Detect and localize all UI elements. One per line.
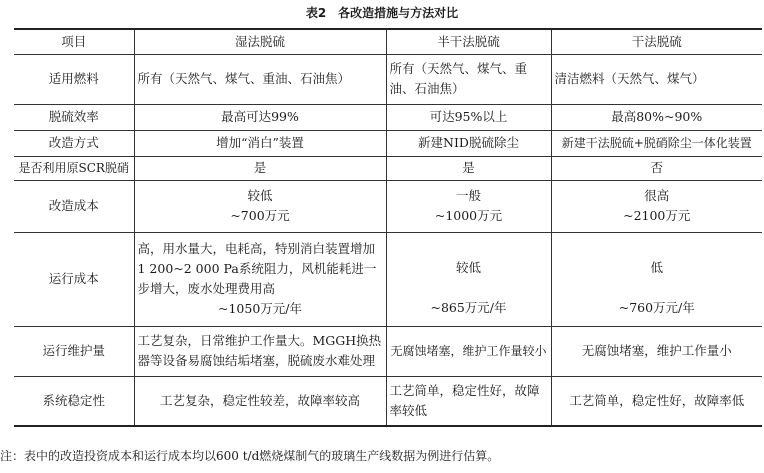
dry-run-cost: ~760万元/年 (618, 299, 695, 315)
row-label: 脱硫效率 (14, 104, 134, 130)
table-caption: 表2 各改造措施与方法对比 (305, 6, 459, 20)
semi-cost-level: 一般 (455, 188, 481, 203)
semi-run-cost: ~865万元/年 (430, 299, 507, 315)
wet-run-cost: ~1050万元/年 (218, 301, 302, 316)
wet-cost-value: ~700万元 (230, 208, 290, 223)
table-row (14, 104, 762, 130)
table-row (14, 232, 762, 326)
cell-dry: 否 (551, 156, 762, 180)
cell-semi-dry: 可达95%以上 (386, 104, 551, 130)
wet-cost-level: 较低 (247, 188, 273, 203)
cell-dry: 无腐蚀堵塞，维护工作量小 (551, 326, 762, 376)
table-footnote: 注：表中的改造投资成本和运行成本均以600 t/d燃烧煤制气的玻璃生产线数据为例进行估算。 (0, 449, 500, 463)
header-dry: 干法脱硫 (551, 29, 762, 54)
cell-semi-dry: 无腐蚀堵塞，维护工作量较小 (386, 326, 551, 376)
cell-wet (134, 232, 386, 326)
cell-dry (551, 180, 762, 232)
cell-dry (551, 232, 762, 326)
row-label: 改造成本 (14, 180, 134, 232)
cell-semi-dry: 新建NID脱硫除尘 (386, 130, 551, 156)
cell-semi-dry: 所有（天然气、煤气、重油、石油焦） (386, 54, 551, 104)
table-row (14, 376, 762, 426)
comparison-table (14, 28, 762, 427)
table-row (14, 180, 762, 232)
cell-semi-dry: 是 (386, 156, 551, 180)
header-wet: 湿法脱硫 (134, 29, 386, 54)
row-label: 系统稳定性 (14, 376, 134, 426)
header-item: 项目 (14, 29, 134, 54)
header-semi-dry: 半干法脱硫 (386, 29, 551, 54)
cell-dry: 最高80%~90% (551, 104, 762, 130)
cell-wet: 增加“消白”装置 (134, 130, 386, 156)
dry-cost-level: 很高 (644, 188, 670, 203)
row-label: 是否利用原SCR脱硝 (14, 156, 134, 180)
table-row (14, 54, 762, 104)
semi-run-level: 较低 (455, 259, 481, 275)
cell-semi-dry: 工艺简单，稳定性好，故障率较低 (386, 376, 551, 426)
row-label: 适用燃料 (14, 54, 134, 104)
cell-semi-dry (386, 232, 551, 326)
cell-wet: 工艺复杂，稳定性较差，故障率较高 (134, 376, 386, 426)
dry-cost-value: ~2100万元 (623, 208, 691, 223)
wet-run-desc: 高，用水量大，电耗高，特别消白装置增加1 200~2 000 Pa系统阻力，风机能耗进一步增大，废水处理费用高 (137, 241, 377, 296)
cell-dry: 清洁燃料（天然气、煤气） (551, 54, 762, 104)
row-label: 运行维护量 (14, 326, 134, 376)
cell-wet: 所有（天然气、煤气、重油、石油焦） (134, 54, 386, 104)
row-label: 改造方式 (14, 130, 134, 156)
table-row (14, 130, 762, 156)
cell-wet: 是 (134, 156, 386, 180)
cell-wet: 工艺复杂，日常维护工作量大。MGGH换热器等设备易腐蚀结垢堵塞，脱硫废水难处理 (134, 326, 386, 376)
cell-semi-dry (386, 180, 551, 232)
semi-cost-value: ~1000万元 (434, 208, 503, 223)
cell-dry: 新建干法脱硫+脱硝除尘一体化装置 (551, 130, 762, 156)
table-header-row (14, 29, 762, 54)
table-row (14, 156, 762, 180)
cell-dry: 工艺简单，稳定性好，故障率低 (551, 376, 762, 426)
row-label: 运行成本 (14, 232, 134, 326)
table-row (14, 326, 762, 376)
cell-wet (134, 180, 386, 232)
cell-wet: 最高可达99% (134, 104, 386, 130)
dry-run-level: 低 (650, 259, 663, 275)
